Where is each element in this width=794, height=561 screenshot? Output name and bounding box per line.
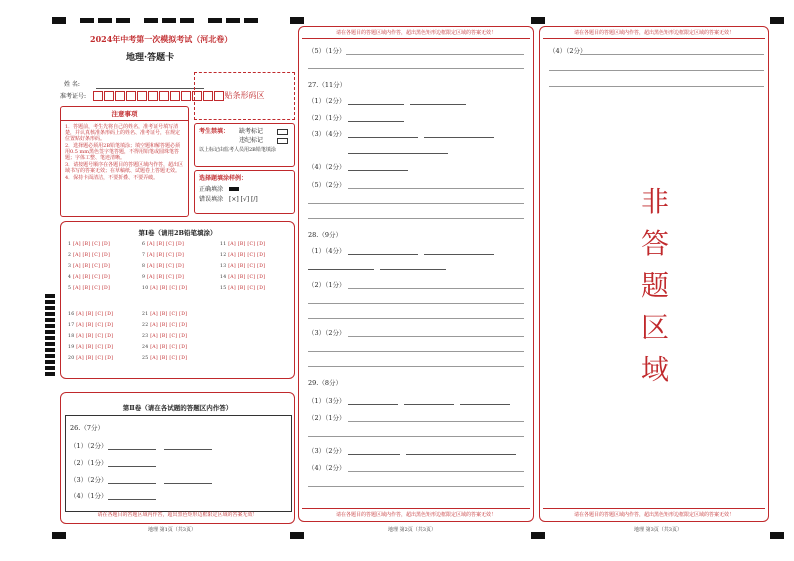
missing-checkbox[interactable] <box>277 129 288 135</box>
answer-line[interactable] <box>348 137 418 138</box>
q29-part: （2）（1分） <box>308 414 346 422</box>
notice-item: 4．保持卡面清洁，不要折叠、不要弄破。 <box>65 175 159 181</box>
answer-line[interactable] <box>410 104 466 105</box>
page3-bottom-rule <box>543 508 765 509</box>
non-answer-char: 区 <box>640 311 669 344</box>
page2-top-rule <box>302 38 530 39</box>
section1-title: 第Ⅰ卷（请用2B铅笔填涂） <box>138 229 217 237</box>
q27-part: （3）（4分） <box>308 130 346 138</box>
answer-line[interactable] <box>108 466 156 467</box>
answer-line[interactable] <box>348 170 408 171</box>
notice-item: 3．请按题号顺序在各题目的答题区域内作答，超出区域书写的答案无效；在草稿纸、试题卷上答题无效。 <box>65 162 184 174</box>
answer-line[interactable] <box>348 288 524 289</box>
q26-part: （4）（1分） <box>70 492 108 500</box>
boundary-note: 请在各题目的答题区域内作答，超出黑色矩形边框限定区域的答案无效！ <box>335 30 496 36</box>
answer-line[interactable] <box>346 54 524 55</box>
answer-line[interactable] <box>108 499 156 500</box>
correct-fill-label: 正确填涂 <box>199 186 224 193</box>
timing-dash <box>226 18 240 23</box>
timing-mark <box>531 17 545 24</box>
page-footer: 地理 第1页（共3页） <box>148 527 196 533</box>
q27-part: （1）（2分） <box>308 97 346 105</box>
answer-line[interactable] <box>164 483 212 484</box>
violation-label: 违纪标记 <box>239 137 264 144</box>
answer-line[interactable] <box>308 486 524 487</box>
answer-line[interactable] <box>549 70 764 71</box>
answer-line[interactable] <box>308 269 374 270</box>
answer-line[interactable] <box>348 188 524 189</box>
q28-part: （3）（2分） <box>308 329 346 337</box>
answer-line[interactable] <box>348 254 418 255</box>
answer-line[interactable] <box>164 449 212 450</box>
q-part: （4）（2分） <box>549 47 587 55</box>
boundary-note: 请在各题目的答题区域内作答，超出黑色矩形边框限定区域的答案无效！ <box>335 512 496 518</box>
timing-mark <box>52 17 66 24</box>
timing-dash <box>116 18 130 23</box>
violation-checkbox[interactable] <box>277 138 288 144</box>
barcode-label: 贴条形码区 <box>224 91 265 100</box>
q28-part: （2）（1分） <box>308 281 346 289</box>
timing-mark <box>290 532 304 539</box>
timing-dash <box>144 18 158 23</box>
timing-dash <box>208 18 222 23</box>
timing-mark <box>770 17 784 24</box>
page-footer: 地理 第2页（共3页） <box>388 527 436 533</box>
q29-part: （3）（2分） <box>308 447 346 455</box>
answer-line[interactable] <box>108 483 156 484</box>
answer-line[interactable] <box>424 254 494 255</box>
timing-dash <box>244 18 258 23</box>
absent-note: 以上标记由监考人员用2B铅笔填涂 <box>199 147 276 153</box>
boundary-note: 请在各题目的答题区域内作答，超出黑色矩形边框限定区域的答案无效！ <box>573 30 734 36</box>
answer-line[interactable] <box>549 86 764 87</box>
answer-line[interactable] <box>348 104 404 105</box>
name-label: 姓 名: <box>64 81 80 88</box>
q27-part: （4）（2分） <box>308 163 346 171</box>
q28-part: （1）（4分） <box>308 247 346 255</box>
q26-part: （2）（1分） <box>70 459 108 467</box>
q26-part: （3）（2分） <box>70 476 108 484</box>
q27-title: 27.（11分） <box>308 81 347 89</box>
exam-title: 2024年中考第一次模拟考试（河北卷） <box>90 34 233 44</box>
answer-line[interactable] <box>108 449 156 450</box>
wrong-fill-marks: [×] [√] [/] <box>229 196 258 203</box>
answer-line[interactable] <box>380 269 446 270</box>
answer-line[interactable] <box>308 318 524 319</box>
answer-line[interactable] <box>460 404 510 405</box>
exam-subtitle: 地理·答题卡 <box>126 53 175 63</box>
q28-title: 28.（9分） <box>308 231 342 239</box>
answer-line[interactable] <box>308 68 524 69</box>
answer-line[interactable] <box>308 303 524 304</box>
answer-line[interactable] <box>348 471 524 472</box>
timing-mark <box>770 532 784 539</box>
answer-line[interactable] <box>348 336 524 337</box>
q27-part: （5）（2分） <box>308 181 346 189</box>
answer-line[interactable] <box>348 421 524 422</box>
q29-title: 29.（8分） <box>308 379 342 387</box>
non-answer-char: 题 <box>640 269 669 302</box>
correct-fill-mark <box>229 187 239 191</box>
answer-line[interactable] <box>406 454 516 455</box>
name-field[interactable] <box>96 88 204 89</box>
answer-line[interactable] <box>348 121 404 122</box>
timing-dash <box>180 18 194 23</box>
q26-title: 26.（7分） <box>70 424 104 432</box>
q-part: （5）（1分） <box>308 47 346 55</box>
answer-line[interactable] <box>308 436 524 437</box>
q29-part: （1）（3分） <box>308 397 346 405</box>
non-answer-char: 非 <box>640 185 669 218</box>
answer-line[interactable] <box>348 454 400 455</box>
answer-line[interactable] <box>308 366 524 367</box>
notice-item: 2．选择题必须用2B铅笔填涂；填空题和解答题必须用0.5 mm黑色签字笔答题，不得用铅笔或圆珠笔答题；字体工整、笔迹清晰。 <box>65 143 181 161</box>
section2-title: 第Ⅱ卷（请在各试题的答题区内作答） <box>122 404 233 412</box>
page2-bottom-rule <box>302 508 530 509</box>
notice-title: 注意事项 <box>61 107 188 121</box>
q26-part: （1）（2分） <box>70 442 108 450</box>
fill-example-box <box>194 170 295 214</box>
answer-line[interactable] <box>348 153 448 154</box>
id-label: 准考证号: <box>60 93 87 100</box>
page-footer: 地理 第3页（共3页） <box>634 527 682 533</box>
non-answer-char: 答 <box>640 227 669 260</box>
q29-part: （4）（2分） <box>308 464 346 472</box>
notice-item: 1．答题前，考生先将自己的姓名，准考证号填写清楚，并认真核准条形码上的姓名、准考证号，在规定位置贴好条形码。 <box>65 124 181 142</box>
answer-line[interactable] <box>424 137 494 138</box>
timing-dash <box>98 18 112 23</box>
barcode-area <box>194 72 295 120</box>
answer-line[interactable] <box>580 54 764 55</box>
timing-dash <box>162 18 176 23</box>
page3-top-rule <box>543 38 765 39</box>
wrong-fill-label: 错误填涂 <box>199 196 224 203</box>
timing-mark <box>290 17 304 24</box>
fill-example-title: 选择题填涂样例： <box>199 175 248 182</box>
answer-line[interactable] <box>308 203 524 204</box>
timing-mark <box>52 532 66 539</box>
absent-label: 考生禁填： <box>199 128 230 135</box>
missing-label: 缺考标记 <box>239 128 264 135</box>
notice-box <box>60 106 189 217</box>
absent-box <box>194 123 295 167</box>
non-answer-char: 域 <box>640 353 669 386</box>
boundary-note: 请在各题目的答题区域内作答，超出黑色矩形边框限定区域的答案无效！ <box>573 512 734 518</box>
timing-dash <box>80 18 94 23</box>
answer-line[interactable] <box>404 404 454 405</box>
answer-line[interactable] <box>348 404 398 405</box>
q27-part: （2）（1分） <box>308 114 346 122</box>
answer-line[interactable] <box>308 351 524 352</box>
boundary-note: 请在各题目的答题区域内作答，超出黑色矩形边框限定区域的答案无效！ <box>97 512 258 518</box>
answer-line[interactable] <box>308 218 524 219</box>
timing-mark <box>531 532 545 539</box>
